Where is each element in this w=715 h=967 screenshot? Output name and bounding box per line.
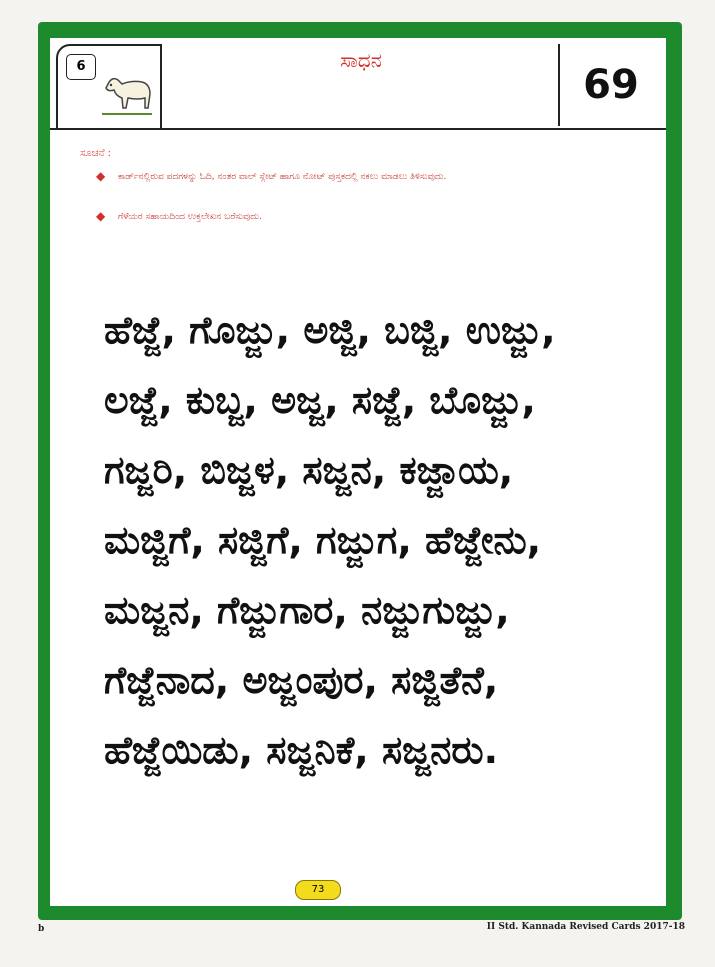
word-line: ಮಜ್ಜನ, ಗೆಜ್ಜುಗಾರ, ನಜ್ಜುಗುಜ್ಜು, (104, 588, 510, 632)
word-line: ಗಜ್ಜರಿ, ಬಿಜ್ಜಳ, ಸಜ್ಜನ, ಕಜ್ಜಾಯ, (104, 448, 514, 492)
page-title: ಸಾಧನ (340, 48, 382, 72)
diamond-bullet-icon: ◆ (96, 169, 106, 183)
card-number: 6 (66, 54, 96, 80)
page-number-badge: 73 (295, 880, 341, 900)
word-line: ಮಜ್ಜಿಗೆ, ಸಜ್ಜಿಗೆ, ಗಜ್ಜುಗ, ಹೆಜ್ಜೇನು, (104, 518, 542, 562)
word-list (104, 308, 624, 798)
lesson-number: 69 (558, 44, 662, 126)
instruction-item (96, 209, 638, 224)
instruction-text: ಗೆಳೆಯರ ಸಹಾಯದಿಂದ ಉಕ್ತಲೇಖನ ಬರೆಸುವುದು. (118, 212, 262, 222)
diamond-bullet-icon: ◆ (96, 209, 106, 223)
word-line: ಗೆಜ್ಜೆನಾದ, ಅಜ್ಜಂಪುರ, ಸಜ್ಜಿತೆನೆ, (104, 658, 499, 702)
header-left-box (56, 44, 162, 130)
word-line: ಹೆಜ್ಜೆಯಿಡು, ಸಜ್ಜನಿಕೆ, ಸಜ್ಜನರು. (104, 728, 499, 772)
instructions-label: ಸೂಚನೆ : (80, 148, 112, 159)
instruction-item (96, 169, 638, 184)
word-line: ಲಜ್ಜೆ, ಕುಬ್ಜ, ಅಜ್ಜ, ಸಜ್ಜೆ, ಬೊಜ್ಜು, (104, 378, 536, 422)
card-header (50, 38, 666, 130)
corner-mark: b (38, 924, 45, 934)
word-line: ಹೆಜ್ಜೆ, ಗೊಜ್ಜು, ಅಜ್ಜಿ, ಬಜ್ಜಿ, ಉಜ್ಜು, (104, 308, 556, 352)
footer-credit: II Std. Kannada Revised Cards 2017-18 (486, 922, 685, 932)
instruction-text: ಕಾರ್ಡ್‌ನಲ್ಲಿರುವ ಪದಗಳನ್ನು ಓದಿ, ನಂತರ ವಾಲ್ ಸ್ಲೇಟ್ ಹಾಗೂ ನೋಟ್ ಪುಸ್ತಕದಲ್ಲಿ ನಕಲು ಮಾಡಲು ತಿಳಿಸುವುದು. (118, 172, 447, 182)
calf-icon (98, 68, 154, 120)
card-page (50, 38, 666, 906)
